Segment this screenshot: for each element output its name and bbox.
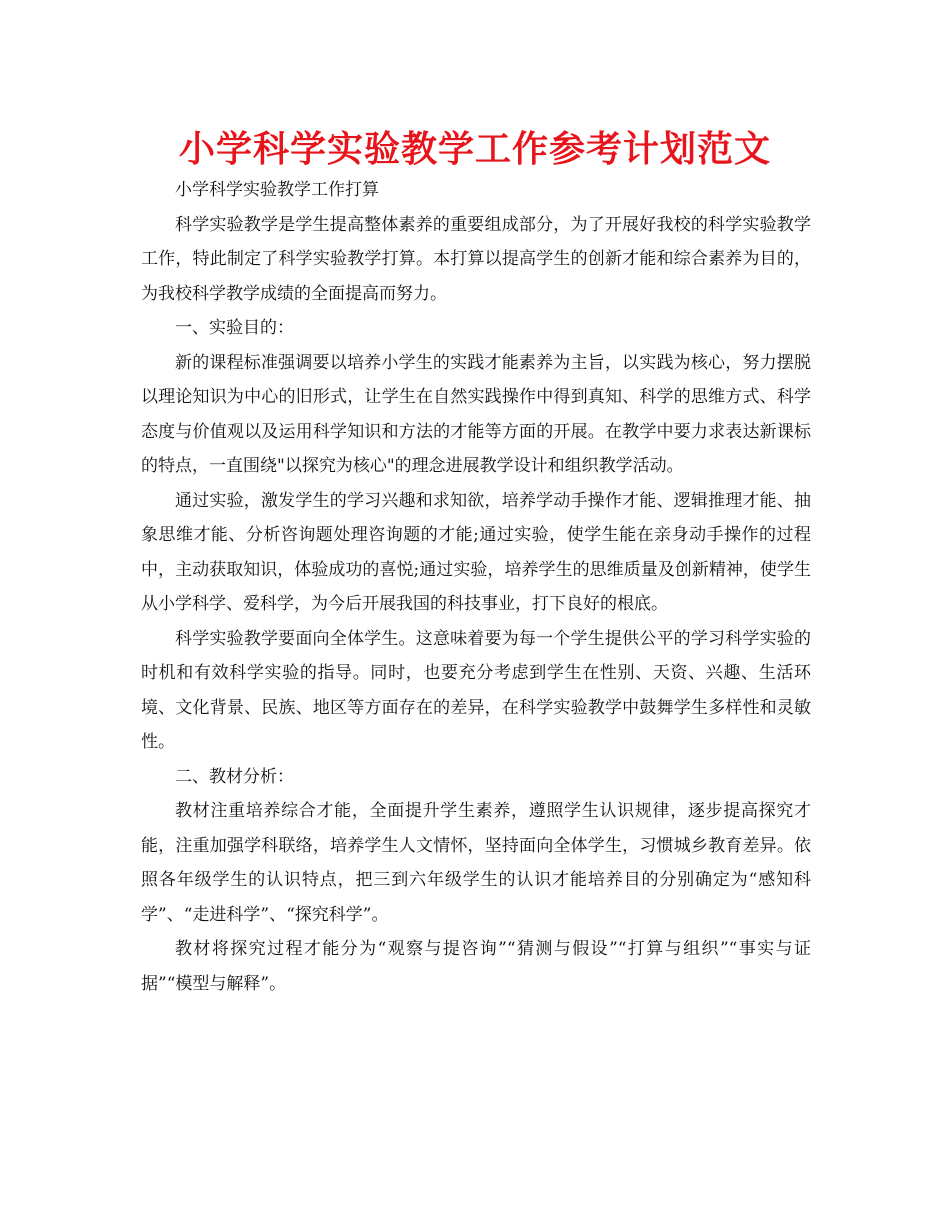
textbook-paragraph-2: 教材将探究过程才能分为“观察与提咨询”“猜测与假设”“打算与组织”“事实与证据”“模型与解释”。 xyxy=(141,939,811,994)
document-body xyxy=(141,173,811,1001)
document-title: 小学科学实验教学工作参考计划范文 xyxy=(178,129,771,170)
intro-paragraph: 科学实验教学是学生提高整体素养的重要组成部分，为了开展好我校的科学实验教学工作，特此制定了科学实验教学打算。本打算以提高学生的创新才能和综合素养为目的，为我校科学教学成绩的全面提高而努力。 xyxy=(141,214,811,304)
textbook-paragraph-1: 教材注重培养综合才能，全面提升学生素养，遵照学生认识规律，逐步提高探究才能，注重加强学科联络，培养学生人文情怀，坚持面向全体学生，习惯城乡教育差异。依照各年级学生的认识特点，把三到六年级学生的认识才能培养目的分别确定为“感知科学”、“走进科学”、“探究科学”。 xyxy=(141,801,811,925)
objectives-paragraph-1: 新的课程标准强调要以培养小学生的实践才能素养为主旨，以实践为核心，努力摆脱以理论知识为中心的旧形式，让学生在自然实践操作中得到真知、科学的思维方式、科学态度与价值观以及运用科学知识和方法的才能等方面的开展。在教学中要力求表达新课标的特点，一直围绕"以探究为核心"的理念进展教学设计和组织教学活动。 xyxy=(141,352,811,476)
section-heading-objectives: 一、实验目的： xyxy=(175,318,294,338)
subtitle-paragraph: 小学科学实验教学工作打算 xyxy=(175,180,379,200)
objectives-paragraph-2: 通过实验，激发学生的学习兴趣和求知欲，培养学动手操作才能、逻辑推理才能、抽象思维才能、分析咨询题处理咨询题的才能;通过实验，使学生能在亲身动手操作的过程中，主动获取知识，体验成功的喜悦;通过实验，培养学生的思维质量及创新精神，使学生从小学科学、爱科学，为今后开展我国的科技事业，打下良好的根底。 xyxy=(141,490,811,614)
section-heading-textbook: 二、教材分析： xyxy=(175,766,294,787)
objectives-paragraph-3: 科学实验教学要面向全体学生。这意味着要为每一个学生提供公平的学习科学实验的时机和有效科学实验的指导。同时，也要充分考虑到学生在性别、天资、兴趣、生活环境、文化背景、民族、地区等方面存在的差异，在科学实验教学中鼓舞学生多样性和灵敏性。 xyxy=(141,628,811,752)
